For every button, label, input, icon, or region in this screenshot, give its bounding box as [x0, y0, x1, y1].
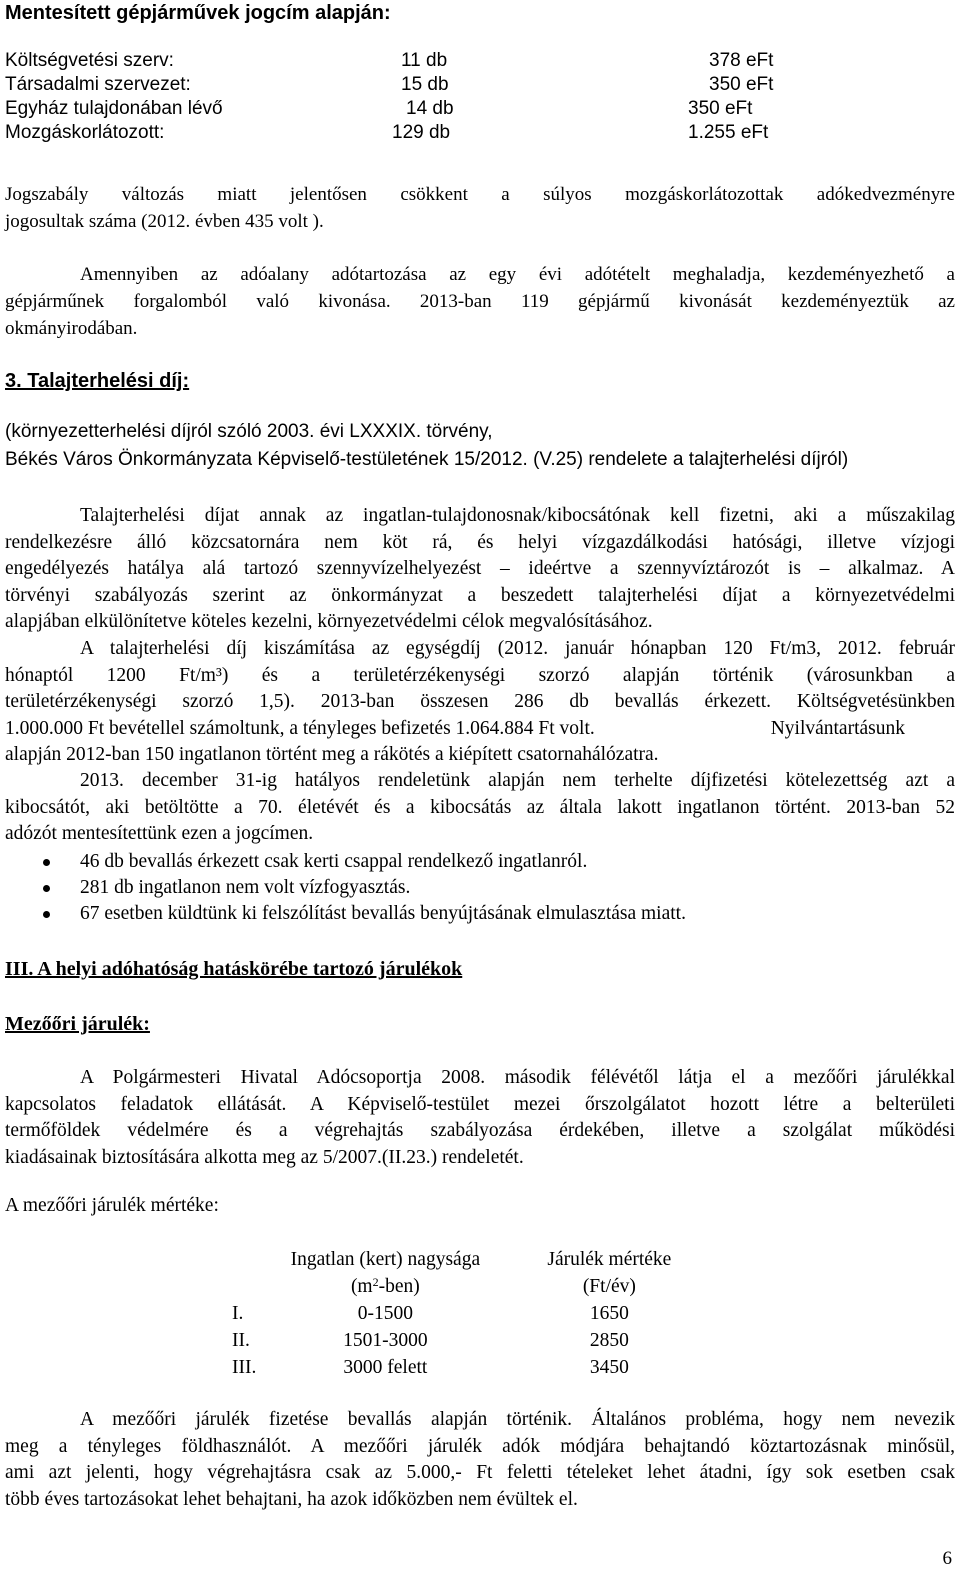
- table-row: [200, 1303, 704, 1330]
- paragraph-line: jogosultak száma (2012. évben 435 volt ).: [5, 211, 324, 232]
- row-label: II.: [232, 1330, 250, 1351]
- tax-debt-paragraph: [5, 261, 955, 342]
- paragraph-line: A talajterhelési díj kiszámítása az egységdíj (2012. január hónapban 120 Ft/m3, 2012. február: [80, 638, 955, 659]
- exempt-vehicles-heading: Mentesített gépjárművek jogcím alapján:: [5, 2, 391, 24]
- column-header-rate-unit: (Ft/év): [582, 1276, 636, 1297]
- paragraph-line: alapján 2012-ban 150 ingatlanon történt meg a rákötés a kiépített csatornahálózatra.: [5, 744, 659, 765]
- paragraph-line: okmányirodában.: [5, 318, 138, 339]
- bullet-icon: [43, 911, 50, 918]
- law-change-paragraph: [5, 181, 955, 235]
- section-3-title: [5, 370, 189, 393]
- paragraph-line: kapcsolatos feladatok ellátását. A Képviselő-testület mezei őrszolgálatot hozott létre a belterületi: [5, 1093, 955, 1115]
- paragraph-line: engedélyezés hatálya alá tartozó szennyvízelhelyezést – ideértve a szennyvíztározót is – alkalmaz. A: [5, 558, 955, 579]
- paragraph-line: Talajterhelési díjat annak az ingatlan-tulajdonosnak/kibocsátónak kell fizetni, aki a műszakilag: [80, 505, 955, 526]
- column-header-size-unit: $(m^2-ben)$: [350, 1275, 420, 1297]
- column-header-rate: Járulék mértéke: [547, 1249, 672, 1270]
- paragraph-line: A Polgármesteri Hivatal Adócsoportja 2008. második félévétől látja el a mezőőri járulékkal: [80, 1067, 955, 1088]
- row-label: I.: [232, 1303, 244, 1324]
- paragraph-line: adózót mentesítettünk ezen a jogcímen.: [5, 823, 314, 844]
- vehicle-row: [5, 122, 775, 146]
- section-III-title: [5, 958, 462, 981]
- paragraph-line: kibocsátót, aki betöltötte a 70. életévét és a kibocsátás az általa lakott ingatlanon történt. 2013-ban 52: [5, 796, 955, 818]
- vehicle-count: 129 db: [392, 122, 451, 143]
- legal-reference-2: Békés Város Önkormányzata Képviselő-testületének 15/2012. (V.25) rendelete a talajterhelési díjról): [5, 449, 849, 470]
- list-item: 67 esetben küldtünk ki felszólítást bevallás benyújtásának elmulasztása miatt.: [5, 901, 955, 927]
- paragraph-line: hónaptól 1200 Ft/m³) és a területérzékenységi szorzó alapján történik (városunkban a: [5, 664, 955, 686]
- paragraph-line: Amennyiben az adóalany adótartozása az egy évi adótételt meghaladja, kezdeményezhető a: [80, 264, 955, 285]
- vehicle-category: Mozgáskorlátozott:: [5, 122, 165, 143]
- vehicle-category: Egyház tulajdonában lévő: [5, 98, 223, 119]
- soil-fee-paragraph-1: [5, 503, 955, 636]
- list-item: 46 db bevallás érkezett csak kerti csappal rendelkező ingatlanról.: [5, 849, 955, 875]
- row-size-range: 3000 felett: [343, 1357, 428, 1378]
- row-rate: 3450: [589, 1357, 629, 1378]
- paragraph-line: területérzékenységi szorzó 1,5). 2013-ban összesen 286 db bevallás érkezett. Költségvetésünkben: [5, 691, 955, 712]
- vehicle-amount: 350 eFt: [688, 98, 753, 119]
- soil-fee-paragraph-3: [5, 768, 955, 848]
- paragraph-line: 2013. december 31-ig hatályos rendeletünk alapján nem terhelte díjfizetési kötelezettség azt a: [80, 770, 955, 791]
- paragraph-line: A mezőőri járulék fizetése bevallás alapján történik. Általános probléma, hogy nem nevezik: [80, 1409, 955, 1430]
- vehicle-count: 14 db: [406, 98, 454, 119]
- paragraph-line: Jogszabály változás miatt jelentősen csökkent a súlyos mozgáskorlátozottak adókedvezményre: [5, 184, 955, 205]
- vehicle-row: [5, 50, 775, 74]
- paragraph-line: több éves tartozásokat lehet behajtani, ha azok időközben nem évültek el.: [5, 1488, 578, 1510]
- fee-rate-label: A mezőőri járulék mértéke:: [5, 1195, 219, 1216]
- paragraph-line: törvényi szabályozás szerint az önkormányzat a beszedett talajterhelési díjat a környezetvédelmi: [5, 584, 955, 606]
- vehicle-amount: 1.255 eFt: [688, 122, 769, 143]
- field-guard-paragraph: [5, 1065, 955, 1171]
- paragraph-line: termőföldek védelmére és a végrehajtás szabályozása érdekében, illetve a szolgálat működési: [5, 1120, 955, 1141]
- paragraph-line: gépjárműnek forgalomból való kivonása. 2013-ban 119 gépjármű kivonását kezdeményeztük az: [5, 291, 955, 312]
- row-size-range: 1501-3000: [343, 1330, 428, 1351]
- paragraph-line-part: Nyilvántartásunk: [770, 717, 905, 739]
- section-III-title-text: III. A helyi adóhatóság hatáskörébe tartozó járulékok: [5, 958, 463, 980]
- page-number: 6: [942, 1548, 952, 1569]
- table-header-row: [200, 1249, 704, 1276]
- closing-paragraph: [5, 1407, 955, 1513]
- paragraph-line: meg a tényleges földhasználót. A mezőőri járulék adók módjára behajtandó köztartozásnak minősül,: [5, 1435, 955, 1457]
- field-guard-fee-table: [200, 1249, 704, 1384]
- field-guard-title: [5, 1013, 150, 1036]
- vehicle-count: 15 db: [401, 74, 449, 95]
- soil-fee-paragraph-2: [5, 636, 955, 769]
- section-3-title-text: 3. Talajterhelési díj:: [5, 370, 190, 392]
- table-header-row: [200, 1276, 704, 1303]
- paragraph-line: ami azt jelenti, hogy végrehajtásra csak az 5.000,- Ft feletti tételeket lehet átadni, így sok esetben csak: [5, 1462, 955, 1483]
- row-rate: 1650: [589, 1303, 629, 1324]
- bullet-icon: [43, 859, 50, 866]
- vehicle-category: Társadalmi szervezet:: [5, 74, 191, 95]
- row-size-range: 0-1500: [357, 1303, 413, 1324]
- table-row: [200, 1357, 704, 1384]
- legal-reference-1: (környezetterhelési díjról szóló 2003. évi LXXXIX. törvény,: [5, 421, 493, 442]
- list-item: 281 db ingatlanon nem volt vízfogyasztás.: [5, 875, 955, 901]
- vehicle-row: [5, 98, 775, 122]
- row-label: III.: [232, 1357, 257, 1378]
- vehicle-amount: 378 eFt: [709, 50, 774, 71]
- paragraph-line: alapjában elkülönítetve köteles kezelni, környezetvédelmi célok megvalósításához.: [5, 611, 653, 632]
- soil-fee-bullet-list: [5, 849, 955, 927]
- paragraph-line: [5, 716, 955, 743]
- paragraph-line: kiadásainak biztosítására alkotta meg az 5/2007.(II.23.) rendeletét.: [5, 1146, 524, 1168]
- field-guard-title-text: Mezőőri járulék:: [5, 1013, 150, 1035]
- vehicle-amount: 350 eFt: [709, 74, 774, 95]
- vehicle-category: Költségvetési szerv:: [5, 50, 174, 71]
- vehicle-row: [5, 74, 775, 98]
- table-row: [200, 1330, 704, 1357]
- paragraph-line: rendelkezésre álló közcsatornára nem köt rá, és helyi vízgazdálkodási hatósági, illetve vízjogi: [5, 531, 955, 553]
- paragraph-line-part: 1.000.000 Ft bevétellel számoltunk, a tényleges befizetés 1.064.884 Ft volt.: [5, 717, 595, 739]
- vehicle-count: 11 db: [401, 50, 448, 71]
- bullet-icon: [43, 885, 50, 892]
- column-header-size: Ingatlan (kert) nagysága: [290, 1249, 481, 1270]
- row-rate: 2850: [589, 1330, 629, 1351]
